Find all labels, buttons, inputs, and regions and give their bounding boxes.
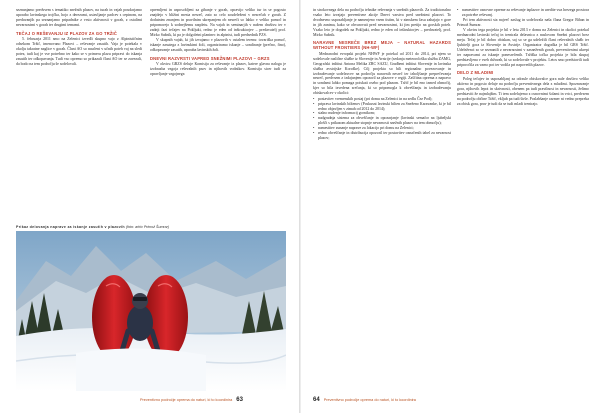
list-item: • namestitev osnovne opreme za reševanje izplazov in uredite vuz hrezega prostora za potrebe reševanj. xyxy=(457,8,589,18)
bullet-list xyxy=(457,8,589,18)
right-footer xyxy=(313,397,416,403)
section-heading: TEČAJ O REŠEVANJU IZ PLAZOV ZA GO TRŽIČ xyxy=(16,30,118,36)
right-column-1 xyxy=(313,8,451,141)
paragraph: in strokovnega dela na področju tehnike reševanja v snežnih plazovih. Za tradicionalno vsako leto izvajajo preventivne akcije Dnevi varstva pred snežnimi plazovi. To dvodnevno usposabljanje je namenjeno vsem tistim, ki v zimskem času zahajajo v gore in jih zanima, kako se obvarovati pred nevarnostmi, ki jim pretijo na gorskih poteh. Vsako leto je dogodek na Pokljuki, redno je eden od inštruktorjev – predavatelj, prof. Mirko Sušnik. xyxy=(313,8,451,37)
paragraph: V skupnih vajah, ki jih izvajamo v plazovih v ostalem terenu: tovariška pomoč, iskanje zasutega z lavinskimi žoli, organiziramo iskanje – sondiranje (prečno, fino), odkopavanje zasutih, uporaba lavinskih žoli. xyxy=(150,38,286,52)
right-page xyxy=(301,0,600,413)
section-heading: DNEVNI RAZVRSTI VAPRED SNEŽNIMI PLAZOVI – GRZS xyxy=(150,55,270,61)
paragraph: V okviru tega projekta je bil v letu 2013 v domu na Zelenici in okolici potekal mednarodni lavinski tečaj in trenirala delavnica z naslovom Snežni plazovi brez meja. Tečaj je bil dobro obiskan, saj so se ga udeležili člani reševalnih služb ter ljubitelji gora iz Slovenije in Avstrije. Organizator dogodka je bil GRS Tržič. Udeleženci so se seznanili z nevarnostmi v zasneženih gorah, preventivnimi ukrepi ter napravami za iskanje ponesrečenih. Tržiška točka projekta je bila skupaj predstavljena v vseh državah, ki so sodelovale v projektu. Letos smo predstavili tudi priporočila za varno pot ter vodila pri napovedih plazov. xyxy=(457,28,589,67)
left-page xyxy=(0,0,299,413)
list-item: • priprava lavinskih biltenov (Poskusni lavinski bilten za Sneženo Karavanke, ki je bil redno objavljen v zimah od 2012 do 2014); xyxy=(313,102,451,112)
caption-title: Prikaz delovanja naprave za iskanje zasutih v plazovih xyxy=(16,225,125,229)
page-number: 64 xyxy=(313,397,320,403)
list-item: • redno obveščanje in distribucija opozoril ter postavitev označenih tabel za nevarnost plazov; xyxy=(313,131,451,141)
footer-text: Preventivno področje oprema do naturi, ki to koordinira xyxy=(140,398,233,402)
paragraph: Poleg tečajev in usposabljanj za odrasle obiskovalce gora nale društvo veliko aktivno in pogosto deluje na področju preventivnega dela z mladimi. Spoznavanje gora, njihovih lepot in skrivnosti, obenem pa tudi pravilnost in nevarnosti, želimo predstaviti že najmlajšim. Ti tem sodelujemo z osnovnimi šolami in vrtci, predvsem na področju občine Tržič, vkljub pa tudi širše. Poslabšanje razmer ni vedno prepreka za obisk gora, prav je tudi da se tudi mladi trenirajo. xyxy=(457,76,589,106)
footer-text: Preventivno področje oprema do naturi, ki to koordinira xyxy=(323,398,416,402)
list-item: • namestitev zunanje naprave za lokacijo pri domu na Zelenici; xyxy=(313,126,451,131)
list-item: • nadgradnja sistema za obveščanje in opozarjanje (lavinski semafor na ljubeljski plošči s prikazom aktualne stopnje nevarnosti snežnih plazov na tem območju); xyxy=(313,116,451,126)
bullet-list xyxy=(313,97,451,141)
paragraph: Mednarodni evropski projekt NHWF je potekal od 2011 do 2014, pri njem so sodelovale različne službe iz Slovenije in Avstrije (sedanja meteorološka služba ZAMG, Geografski inštitut Antona Melika ZRC SAZU, Gradbeni inštitut Slovenije in lavinska služba avstrijske Koroške). Cilj projekta so bili regionalno povezovanje in izobraževanje sodelavcev na področju naravnih nesreč ter izboljšanje preprečevanja nesreč, predvsem z izdajanjem opozoril za plazove v regiji. Zaščitna oprema z napravo in sondami lahko pomaga poiskati osebo pod plazom. Tržič je bil eno izmed območij, kjer so bila izvedena srečanja, ki so pripomogla k obveščanju in izobraževanju obiskovalcev v okolici: xyxy=(313,51,451,96)
left-footer xyxy=(140,397,247,403)
right-column-2 xyxy=(457,8,589,107)
section-heading: NARAVNE NESREČE BREZ MEJA – NATURAL HAZARDS WITHOUT FRONTIERS (NH-WF) xyxy=(313,40,451,51)
list-item: • postavitev vremenskih postaj (pri domu na Zelenici in na sedlu Čez Pod); xyxy=(313,97,451,102)
page-number: 63 xyxy=(236,397,243,403)
paragraph: Pri tem aktivnosti sta največ zaslug in sodelovala naša člana Gregor Bihan in Primož Šumrar. xyxy=(457,17,589,27)
paragraph: 5. februarja 2011 smo na Zelenici izvedli skupno vajo z Alpinističnim odsekom Tržič, imenovano Plazovi – reševanje zasutih. Vaja je potekala v okolju takratne naglice v gorah. Člani AO so naučeni v učnih poteh vaj na sledi potez, tudi kaj je vse potrebno ter kako se v primeru plazu pripravi do iskanja zasutih ter odkopavanja. Tudi vso opremo so prikazali člani AO ter se zavezali, da bodo na tem področju še sodelovali. xyxy=(16,37,142,66)
list-item: • stalno nudenje informacij gornikom; xyxy=(313,111,451,116)
left-column-1 xyxy=(16,8,142,67)
section-heading: DELO Z MLADIMI xyxy=(457,70,494,76)
paragraph: seznanjamo predvsem s tematiko snežnih plazov, na turah in vajah poudarjamo uporabo lavinskega trojčka, hojo z derezami, ustavljanje padcev s cepinom, na predavanjih pa seznanjamo pripadnike z vrsto aktivnosti v gorah, z ostalimi nevarnostmi v gorah ter drugimi temami. xyxy=(16,8,142,27)
left-column-2 xyxy=(150,8,286,78)
photo-caption xyxy=(16,225,286,229)
paragraph: V okviru GRZS deluje Komisija za reševanje iz plazov, katere glavna naloga je izobrazba vzgoja reševalnih psov in njihovih vodnikov. Komisija sicer tudi za opravljanje vzgojnega xyxy=(150,62,286,77)
caption-credit: (foto: arhiv Primož Šumrar) xyxy=(125,225,170,229)
paragraph: opremljeni in usposobljeni za gibanje v gorah, opravijo veliko tur in se pogosto znajdejo v bližini mesta nesreč, zato so celo soudeleženi v nesrečah v gorah. Z dodatnim znanjem in pravilnim ukrepanjem ob nesreči so lahko v veliko pomoč in pripomorejo k sodnejšemu razpletu. Na vajah in seminarjih v našem društvu ter v zadnji fazi tečajev na Pokljuki, redno je eden od inštruktorjev – predavatelj prof. Mirko Sušnik, ki pa je dolgoletni planinec in alpinist, tudi predsednik PZS. xyxy=(150,8,286,37)
photo-avalanche-airbag-demo xyxy=(16,231,286,391)
